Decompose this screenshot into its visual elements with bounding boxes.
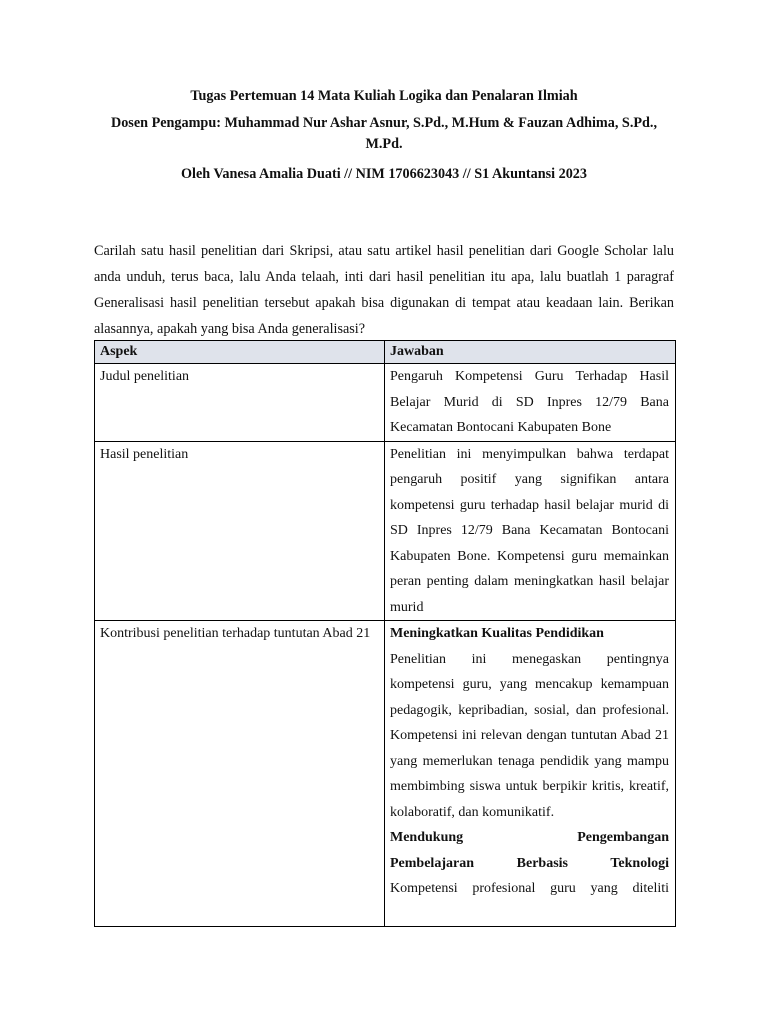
research-table xyxy=(94,340,676,927)
document-header xyxy=(94,86,674,185)
answer-subheading: Meningkatkan Kualitas Pendidikan xyxy=(390,626,604,641)
table-row xyxy=(95,621,676,927)
answer-paragraph-wrapper xyxy=(390,876,669,926)
lecturer-line: Dosen Pengampu: Muhammad Nur Ashar Asnur, S.Pd., M.Hum & Fauzan Adhima, S.Pd., M.Pd. xyxy=(110,115,658,152)
table-header-row xyxy=(95,341,676,364)
aspect-cell: Hasil penelitian xyxy=(95,441,385,621)
answer-subheading: Pembelajaran Berbasis Teknologi xyxy=(390,855,669,871)
table-row xyxy=(95,364,676,442)
header-jawaban: Jawaban xyxy=(385,341,676,364)
answer-paragraph: Kompetensi profesional guru yang diteliti xyxy=(390,881,669,896)
answer-cell: Pengaruh Kompetensi Guru Terhadap Hasil Belajar Murid di SD Inpres 12/79 Bana Kecamatan Bontocani Kabupaten Bone xyxy=(385,364,676,442)
instructions-paragraph: Carilah satu hasil penelitian dari Skripsi, atau satu artikel hasil penelitian dari Google Scholar lalu anda unduh, terus baca, lalu Anda telaah, inti dari hasil penelitian itu apa, lalu buatlah 1 paragraf Generalisasi hasil penelitian tersebut apakah bisa digunakan di tempat atau keadaan lain. Berikan alasannya, apakah yang bisa Anda generalisasi? xyxy=(94,243,674,338)
aspect-cell: Kontribusi penelitian terhadap tuntutan Abad 21 xyxy=(95,621,385,927)
answer-paragraph: Penelitian ini menegaskan pentingnya kompetensi guru, yang mencakup kemampuan pedagogik, kepribadian, sosial, dan profesional. Kompetensi ini relevan dengan tuntutan Abad 21 yang memerlukan tenaga pendidik yang mampu membimbing siswa untuk berpikir kritis, kreatif, kolaboratif, dan komunikatif. xyxy=(390,651,669,820)
answer-subheading: Mendukung Pengembangan xyxy=(390,830,669,845)
aspect-cell: Judul penelitian xyxy=(95,364,385,442)
author-line: Oleh Vanesa Amalia Duati // NIM 1706623043 // S1 Akuntansi 2023 xyxy=(181,166,587,182)
assignment-title: Tugas Pertemuan 14 Mata Kuliah Logika dan Penalaran Ilmiah xyxy=(190,88,578,104)
answer-cell xyxy=(385,621,676,927)
answer-cell: Penelitian ini menyimpulkan bahwa terdapat pengaruh positif yang signifikan antara kompetensi guru terhadap hasil belajar murid di SD Inpres 12/79 Bana Kecamatan Bontocani Kabupaten Bone. Kompetensi guru memainkan peran penting dalam meningkatkan hasil belajar murid xyxy=(385,441,676,621)
header-aspek: Aspek xyxy=(95,341,385,364)
table-row xyxy=(95,441,676,621)
